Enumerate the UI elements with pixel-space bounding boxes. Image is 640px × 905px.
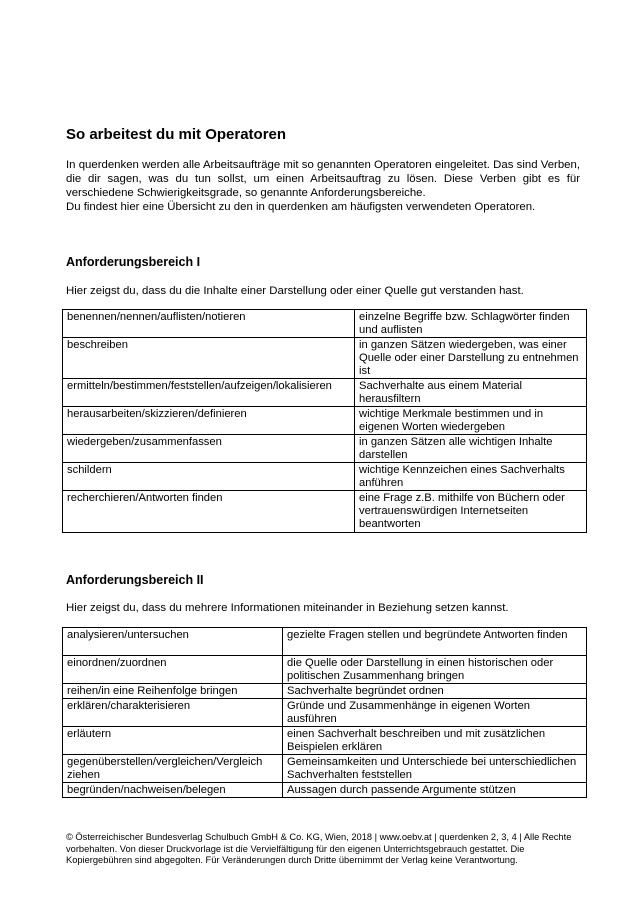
- explanation-cell: wichtige Merkmale bestimmen und in eigenen Worten wiedergeben: [355, 407, 587, 435]
- explanation-cell: einen Sachverhalt beschreiben und mit zusätzlichen Beispielen erklären: [283, 727, 587, 755]
- section-1-table: [62, 309, 587, 533]
- intro-paragraph-1: In querdenken werden alle Arbeitsaufträge mit so genannten Operatoren eingeleitet. Das sind Verben, die dir sagen, was du tun sollst, um einen Arbeitsauftrag zu lösen. Diese Verben gibt es für verschiedene Schwierigkeitsgrade, so genannte Anforderungsbereiche.: [66, 159, 580, 199]
- table-row: [63, 435, 587, 463]
- section-2-heading: Anforderungsbereich II: [66, 573, 204, 587]
- table-row: [63, 628, 587, 656]
- table-row: [63, 407, 587, 435]
- table-row: [63, 491, 587, 533]
- operator-cell: wiedergeben/zusammenfassen: [63, 435, 355, 463]
- intro-text: [66, 158, 580, 214]
- table-row: [63, 783, 587, 798]
- explanation-cell: gezielte Fragen stellen und begründete Antworten finden: [283, 628, 587, 656]
- operator-cell: beschreiben: [63, 338, 355, 379]
- operator-cell: herausarbeiten/skizzieren/definieren: [63, 407, 355, 435]
- operator-cell: reihen/in eine Reihenfolge bringen: [63, 684, 283, 699]
- section-1-description: Hier zeigst du, dass du die Inhalte einer Darstellung oder einer Quelle gut verstanden hast.: [66, 285, 524, 297]
- operator-cell: einordnen/zuordnen: [63, 656, 283, 684]
- table-row: [63, 310, 587, 338]
- explanation-cell: Sachverhalte begründet ordnen: [283, 684, 587, 699]
- explanation-cell: wichtige Kennzeichen eines Sachverhalts anführen: [355, 463, 587, 491]
- explanation-cell: Aussagen durch passende Argumente stützen: [283, 783, 587, 798]
- operator-cell: erklären/charakterisieren: [63, 699, 283, 727]
- operator-cell: erläutern: [63, 727, 283, 755]
- section-2-description: Hier zeigst du, dass du mehrere Informationen miteinander in Beziehung setzen kannst.: [66, 602, 509, 614]
- table-row: [63, 755, 587, 783]
- explanation-cell: einzelne Begriffe bzw. Schlagwörter finden und auflisten: [355, 310, 587, 338]
- table-row: [63, 699, 587, 727]
- operator-cell: recherchieren/Antworten finden: [63, 491, 355, 533]
- operator-cell: ermitteln/bestimmen/feststellen/aufzeigen/lokalisieren: [63, 379, 355, 407]
- explanation-cell: Sachverhalte aus einem Material herausfiltern: [355, 379, 587, 407]
- table-row: [63, 463, 587, 491]
- explanation-cell: die Quelle oder Darstellung in einen historischen oder politischen Zusammenhang bringen: [283, 656, 587, 684]
- table-row: [63, 727, 587, 755]
- table-row: [63, 379, 587, 407]
- explanation-cell: Gemeinsamkeiten und Unterschiede bei unterschiedlichen Sachverhalten feststellen: [283, 755, 587, 783]
- page-title: So arbeitest du mit Operatoren: [66, 126, 287, 143]
- explanation-cell: Gründe und Zusammenhänge in eigenen Worten ausführen: [283, 699, 587, 727]
- section-2-table: [62, 627, 587, 798]
- intro-paragraph-2: Du findest hier eine Übersicht zu den in querdenken am häufigsten verwendeten Operatoren.: [66, 201, 536, 213]
- table-row: [63, 338, 587, 379]
- operator-cell: gegenüberstellen/vergleichen/Vergleich ziehen: [63, 755, 283, 783]
- operator-cell: begründen/nachweisen/belegen: [63, 783, 283, 798]
- operator-cell: analysieren/untersuchen: [63, 628, 283, 656]
- section-1-heading: Anforderungsbereich I: [66, 255, 201, 269]
- explanation-cell: in ganzen Sätzen wiedergeben, was einer Quelle oder einer Darstellung zu entnehmen ist: [355, 338, 587, 379]
- explanation-cell: in ganzen Sätzen alle wichtigen Inhalte darstellen: [355, 435, 587, 463]
- copyright-footer: © Österreichischer Bundesverlag Schulbuch GmbH & Co. KG, Wien, 2018 | www.oebv.at | querdenken 2, 3, 4 | Alle Rechte vorbehalten. Von dieser Druckvorlage ist die Vervielfältigung für den eigenen Unterrichtsgebrauch gestattet. Die Kopiergebühren sind abgegolten. Für Veränderungen durch Dritte übernimmt der Verlag keine Verantwortung.: [66, 832, 572, 865]
- table-row: [63, 684, 587, 699]
- table-row: [63, 656, 587, 684]
- operator-cell: schildern: [63, 463, 355, 491]
- explanation-cell: eine Frage z.B. mithilfe von Büchern oder vertrauenswürdigen Internetseiten beantworten: [355, 491, 587, 533]
- operator-cell: benennen/nennen/auflisten/notieren: [63, 310, 355, 338]
